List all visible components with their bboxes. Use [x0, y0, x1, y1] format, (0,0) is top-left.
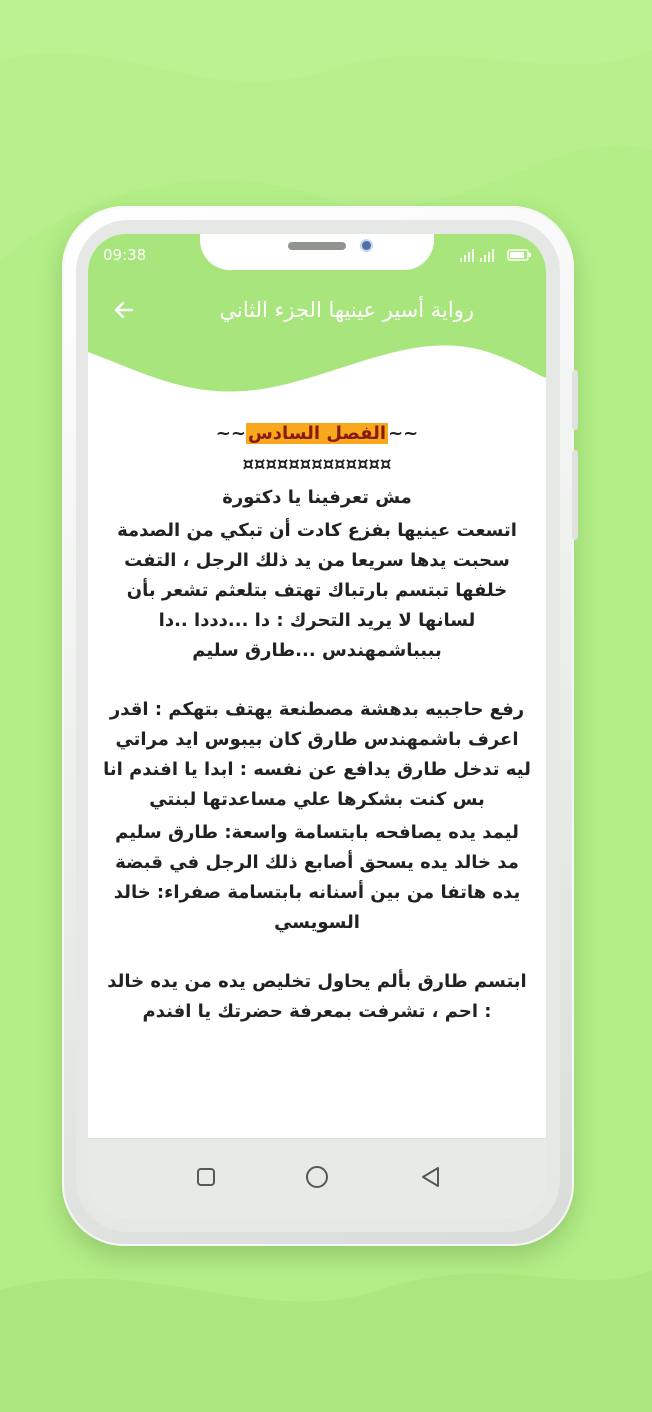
chapter-suffix: ~~: [215, 423, 246, 444]
paragraph-gap: [102, 666, 532, 692]
square-icon: [188, 1159, 224, 1195]
chapter-heading: [102, 418, 532, 450]
arrow-left-icon: [112, 298, 136, 322]
paragraph: رفع حاجبيه بدهشة مصطنعة يهتف بتهكم : اقدر اعرف باشمهندس طارق كان بيبوس ايد مراتي ليه تدخل طارق يدافع عن نفسه : ابدا يا افندم انا بس كنت بشكرها علي مساعدتها لبنتي: [103, 699, 531, 810]
nav-back-button[interactable]: [412, 1159, 448, 1195]
separator-line: ¤¤¤¤¤¤¤¤¤¤¤¤¤: [242, 454, 392, 475]
battery-icon: [508, 250, 531, 260]
front-camera-icon: [362, 241, 371, 250]
chapter-prefix: ~~: [388, 423, 419, 444]
chapter-title: الفصل السادس: [247, 423, 387, 444]
app-bar: [88, 234, 546, 406]
phone-side-button: [572, 370, 578, 430]
status-time: 09:38: [103, 246, 147, 264]
circle-icon: [299, 1159, 335, 1195]
signal-icon: [460, 249, 474, 262]
story-content[interactable]: [88, 406, 546, 1138]
system-nav-bar: [88, 1138, 546, 1218]
home-button[interactable]: [299, 1159, 335, 1195]
app-bar-wave: [88, 334, 546, 406]
paragraph: مش تعرفينا يا دكتورة: [222, 487, 412, 508]
phone-side-button: [572, 450, 578, 540]
triangle-back-icon: [412, 1159, 448, 1195]
recents-button[interactable]: [188, 1159, 224, 1195]
speaker-grille: [288, 242, 346, 250]
paragraph: اتسعت عينيها بفزع كادت أن تبكي من الصدمة سحبت يدها سريعا من يد ذلك الرجل ، التفت خلفها تبتسم بارتباك تهتف بتلعثم تشعر بأن لسانها لا يريد التحرك : دا ...دددا ..دا بببباشمهندس ...طارق سليم: [117, 520, 517, 661]
paragraph: ابتسم طارق بألم يحاول تخليص يده من يده خالد : احم ، تشرفت بمعرفة حضرتك يا افندم: [107, 971, 527, 1022]
back-button[interactable]: [108, 294, 140, 326]
app-bar-title: رواية أسير عينيها الجزء الثاني: [219, 298, 474, 322]
signal-icon: [480, 249, 494, 262]
camera-notch: [200, 234, 434, 270]
paragraph-gap: [102, 938, 532, 964]
status-icons: [460, 248, 534, 262]
paragraph: ليمد يده يصافحه بابتسامة واسعة: طارق سليم مد خالد يده يسحق أصابع ذلك الرجل في قبضة يده هاتفا من بين أسنانه بابتسامة صفراء: خالد السويسي: [113, 822, 521, 933]
phone-screen: [88, 234, 546, 1218]
